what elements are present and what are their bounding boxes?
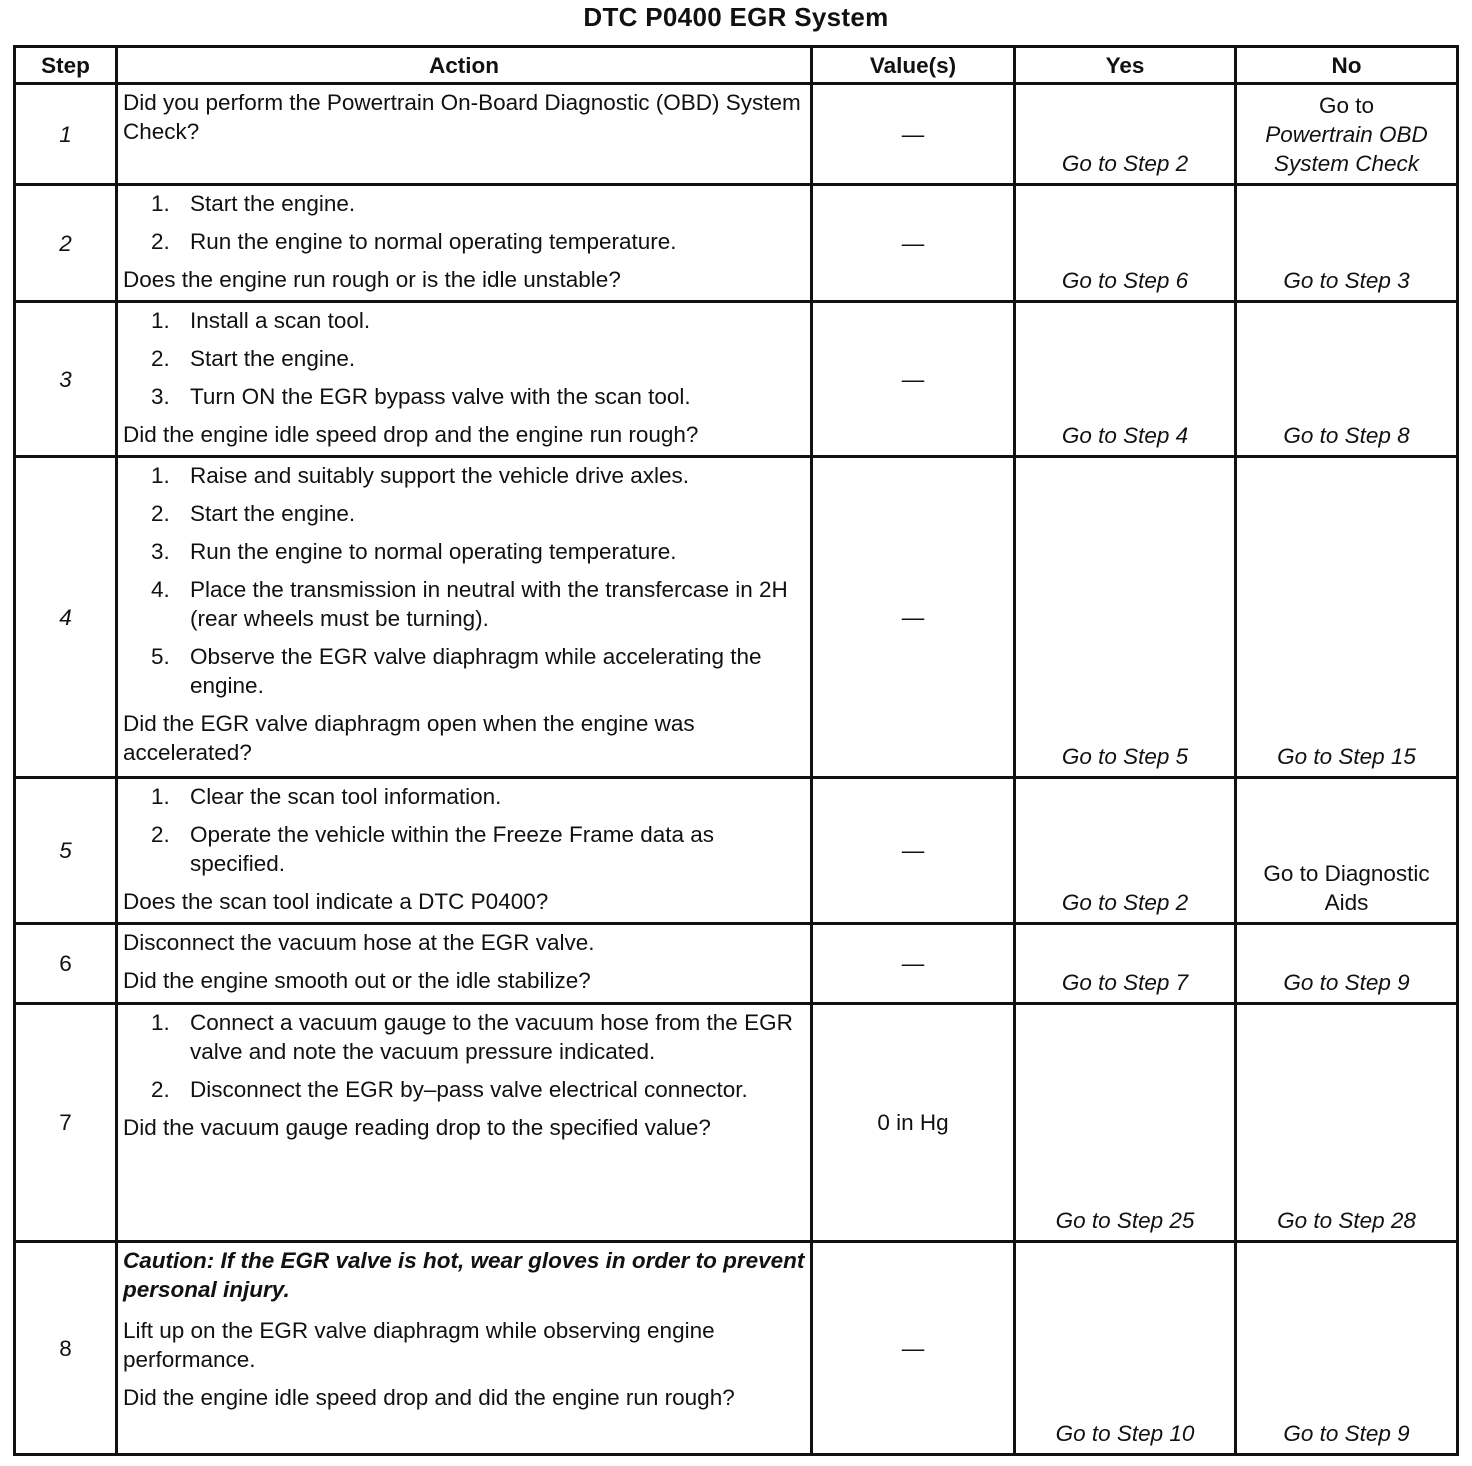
no-cell (1236, 84, 1458, 185)
action-step-item: 1. Install a scan tool. (151, 308, 371, 333)
yes-cell (1015, 924, 1236, 1004)
action-step-item: 2. Disconnect the EGR by–pass valve electrical connector. (151, 1077, 748, 1102)
header-row (15, 47, 1458, 84)
yes-goto: Go to Step 5 (1061, 744, 1189, 769)
no-cell (1236, 924, 1458, 1004)
action-step-item: 2. Operate the vehicle within the Freeze Frame data as specified. (151, 822, 715, 876)
caution-note: Caution: If the EGR valve is hot, wear gloves in order to prevent personal injury. (123, 1248, 805, 1302)
yes-cell (1015, 1242, 1236, 1455)
table-row (15, 185, 1458, 302)
no-goto-target: Powertrain OBD System Check (1265, 122, 1428, 176)
value-cell: — (812, 924, 1015, 1004)
action-steps (123, 461, 806, 700)
yes-goto: Go to Step 2 (1061, 890, 1189, 915)
no-goto: Go to Step 15 (1277, 744, 1416, 769)
no-cell (1236, 1004, 1458, 1242)
header-action: Action (117, 47, 812, 84)
action-step-item: 1. Clear the scan tool information. (151, 784, 502, 809)
action-steps (123, 189, 806, 256)
action-step-item: 1. Start the engine. (151, 191, 356, 216)
action-question: Does the engine run rough or is the idle unstable? (123, 267, 621, 292)
value-cell: — (812, 302, 1015, 457)
value-cell: — (812, 185, 1015, 302)
yes-cell (1015, 778, 1236, 924)
action-step-item: 5. Observe the EGR valve diaphragm while accelerating the engine. (151, 644, 762, 698)
action-cell (117, 457, 812, 778)
no-goto: Go to Step 9 (1283, 1421, 1410, 1446)
step-number: 2 (15, 185, 117, 302)
no-goto: Go to Step 8 (1283, 423, 1410, 448)
header-value: Value(s) (812, 47, 1015, 84)
diagnostic-table (13, 45, 1459, 1456)
header-no: No (1236, 47, 1458, 84)
action-step-item: 1. Connect a vacuum gauge to the vacuum hose from the EGR valve and note the vacuum pressure indicated. (151, 1010, 793, 1064)
table-row (15, 924, 1458, 1004)
no-goto: Go to Step 3 (1283, 268, 1410, 293)
no-goto: Go to Step 28 (1277, 1208, 1416, 1233)
page-title: DTC P0400 EGR System (583, 2, 889, 32)
action-steps (123, 1008, 806, 1104)
yes-cell (1015, 185, 1236, 302)
yes-cell (1015, 84, 1236, 185)
action-question: Did the engine smooth out or the idle stabilize? (123, 968, 591, 993)
action-question: Did the engine idle speed drop and did the engine run rough? (123, 1385, 735, 1410)
step-number: 4 (15, 457, 117, 778)
action-step-item: 1. Raise and suitably support the vehicle drive axles. (151, 463, 690, 488)
action-cell (117, 84, 812, 185)
action-text: Disconnect the vacuum hose at the EGR valve. (123, 930, 595, 955)
step-number: 3 (15, 302, 117, 457)
no-goto: Go to Diagnostic Aids (1263, 861, 1430, 915)
no-cell (1236, 457, 1458, 778)
action-cell (117, 924, 812, 1004)
header-step: Step (15, 47, 117, 84)
step-number: 5 (15, 778, 117, 924)
action-steps (123, 306, 806, 411)
action-cell (117, 302, 812, 457)
step-number: 6 (15, 924, 117, 1004)
no-goto-prefix: Go to (1318, 93, 1375, 118)
no-cell (1236, 1242, 1458, 1455)
step-number: 1 (15, 84, 117, 185)
yes-cell (1015, 302, 1236, 457)
no-cell (1236, 778, 1458, 924)
action-step-item: 4. Place the transmission in neutral with the transfercase in 2H (rear wheels must be turning). (151, 577, 788, 631)
action-step-item: 2. Start the engine. (151, 501, 356, 526)
value-cell: 0 in Hg (812, 1004, 1015, 1242)
yes-goto: Go to Step 4 (1061, 423, 1189, 448)
yes-goto: Go to Step 7 (1061, 970, 1189, 995)
action-cell (117, 185, 812, 302)
table-row (15, 1242, 1458, 1455)
table-row (15, 457, 1458, 778)
no-goto: Go to Step 9 (1283, 970, 1410, 995)
table-row (15, 778, 1458, 924)
yes-goto: Go to Step 2 (1061, 151, 1189, 176)
yes-cell (1015, 1004, 1236, 1242)
action-cell (117, 778, 812, 924)
value-cell: — (812, 457, 1015, 778)
yes-goto: Go to Step 10 (1055, 1421, 1195, 1446)
no-cell (1236, 185, 1458, 302)
action-question: Did you perform the Powertrain On-Board Diagnostic (OBD) System Check? (123, 90, 801, 144)
value-cell: — (812, 84, 1015, 185)
action-step-item: 3. Run the engine to normal operating temperature. (151, 539, 677, 564)
action-question: Did the EGR valve diaphragm open when the engine was accelerated? (123, 711, 695, 765)
no-cell (1236, 302, 1458, 457)
yes-goto: Go to Step 6 (1061, 268, 1189, 293)
table-row (15, 302, 1458, 457)
action-cell (117, 1242, 812, 1455)
table-row (15, 84, 1458, 185)
action-step-item: 3. Turn ON the EGR bypass valve with the scan tool. (151, 384, 691, 409)
yes-goto: Go to Step 25 (1055, 1208, 1195, 1233)
action-cell (117, 1004, 812, 1242)
action-question: Did the vacuum gauge reading drop to the specified value? (123, 1115, 711, 1140)
yes-cell (1015, 457, 1236, 778)
step-number: 8 (15, 1242, 117, 1455)
action-question: Did the engine idle speed drop and the engine run rough? (123, 422, 699, 447)
value-cell: — (812, 778, 1015, 924)
action-step-item: 2. Start the engine. (151, 346, 356, 371)
value-cell: — (812, 1242, 1015, 1455)
action-step-item: 2. Run the engine to normal operating temperature. (151, 229, 677, 254)
action-question: Does the scan tool indicate a DTC P0400? (123, 889, 549, 914)
action-steps (123, 782, 806, 878)
header-yes: Yes (1015, 47, 1236, 84)
table-row (15, 1004, 1458, 1242)
step-number: 7 (15, 1004, 117, 1242)
action-text: Lift up on the EGR valve diaphragm while observing engine performance. (123, 1318, 715, 1372)
